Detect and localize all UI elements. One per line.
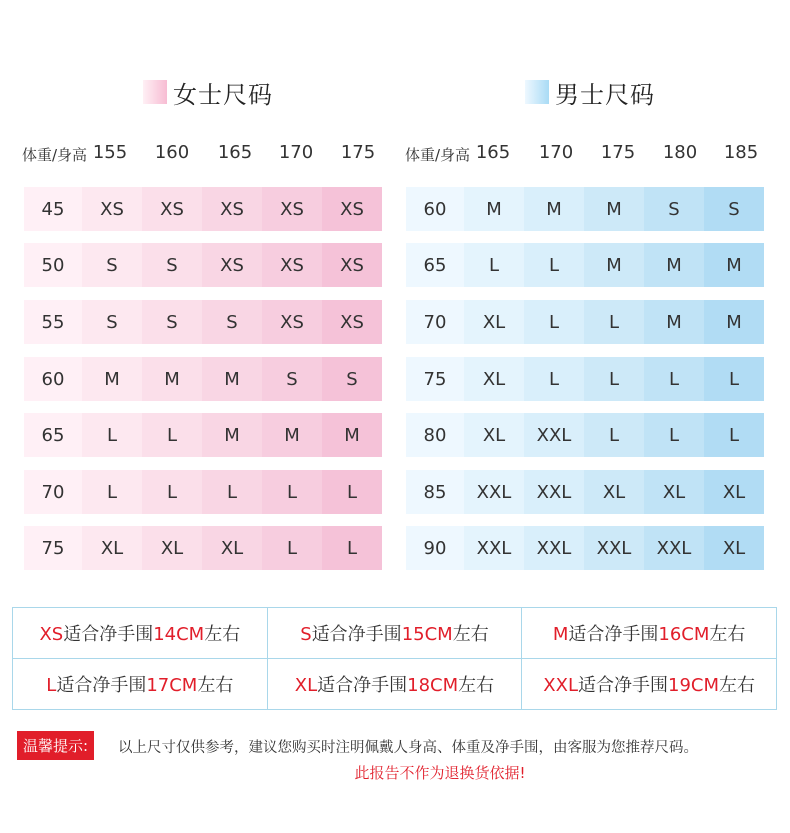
women-header-label: 体重/身高 [22, 146, 88, 164]
men-size-cell: L [704, 357, 764, 401]
fit-text-suffix: 左右 [719, 675, 756, 696]
men-size-cell: L [584, 413, 644, 457]
women-table-row [24, 243, 384, 287]
fit-guide-table [12, 607, 777, 710]
women-size-cell: XL [142, 526, 202, 570]
men-size-cell: M [584, 243, 644, 287]
men-size-cell: L [704, 413, 764, 457]
fit-text-suffix: 左右 [709, 624, 746, 645]
women-header-row [22, 142, 392, 166]
men-size-cell: M [704, 243, 764, 287]
men-size-cell: L [524, 357, 584, 401]
fit-guide-cell [267, 659, 522, 710]
men-weight-cell: 80 [406, 413, 464, 457]
men-weight-cell: 70 [406, 300, 464, 344]
fit-size: M [552, 624, 569, 645]
women-size-cell: S [262, 357, 322, 401]
fit-guide-cell [267, 608, 522, 659]
women-size-cell: M [262, 413, 322, 457]
men-size-cell: XXL [524, 413, 584, 457]
fit-text: 适合净手围 [56, 675, 147, 696]
fit-guide-cell [522, 659, 777, 710]
fit-size: XL [294, 675, 318, 696]
men-weight-cell: 85 [406, 470, 464, 514]
women-size-cell: XS [262, 187, 322, 231]
men-size-cell: L [584, 357, 644, 401]
women-size-cell: M [202, 357, 262, 401]
men-size-cell: M [464, 187, 524, 231]
men-height-180: 180 [662, 142, 698, 163]
blue-swatch-icon [525, 80, 549, 104]
fit-text: 适合净手围 [311, 624, 402, 645]
women-table-row [24, 470, 384, 514]
fit-guide-cell [13, 659, 268, 710]
men-weight-cell: 65 [406, 243, 464, 287]
men-table-row [406, 243, 766, 287]
women-size-cell: L [322, 526, 382, 570]
women-weight-cell: 55 [24, 300, 82, 344]
men-weight-cell: 90 [406, 526, 464, 570]
men-size-cell: XXL [584, 526, 644, 570]
women-size-cell: XS [322, 243, 382, 287]
fit-size: L [46, 675, 57, 696]
men-size-cell: XL [644, 470, 704, 514]
men-size-cell: XXL [644, 526, 704, 570]
pink-swatch-icon [143, 80, 167, 104]
men-size-cell: M [524, 187, 584, 231]
men-size-cell: XXL [524, 526, 584, 570]
women-size-cell: XS [202, 243, 262, 287]
men-table-row [406, 357, 766, 401]
women-size-cell: XS [202, 187, 262, 231]
women-size-cell: XS [262, 300, 322, 344]
men-size-cell: XL [704, 526, 764, 570]
women-size-cell: S [322, 357, 382, 401]
men-table-row [406, 413, 766, 457]
women-size-cell: L [142, 470, 202, 514]
men-table-row [406, 470, 766, 514]
women-table-row [24, 413, 384, 457]
men-height-170: 170 [538, 142, 574, 163]
fit-text: 适合净手围 [578, 675, 668, 696]
notice-text: 以上尺寸仅供参考，建议您购买时注明佩戴人身高、体重及净手围，由客服为您推荐尺码。 [118, 740, 698, 756]
men-size-title [525, 76, 655, 108]
women-size-cell: XS [82, 187, 142, 231]
fit-measure: 16CM [658, 624, 710, 645]
men-table-row [406, 526, 766, 570]
women-weight-cell: 50 [24, 243, 82, 287]
women-title-text: 女士尺码 [173, 80, 273, 109]
men-size-cell: XXL [464, 470, 524, 514]
women-size-cell: M [202, 413, 262, 457]
women-size-cell: L [82, 413, 142, 457]
women-size-cell: L [262, 470, 322, 514]
fit-text-suffix: 左右 [197, 675, 234, 696]
men-size-cell: XL [464, 413, 524, 457]
men-size-cell: M [584, 187, 644, 231]
men-table-row [406, 187, 766, 231]
women-weight-cell: 45 [24, 187, 82, 231]
fit-measure: 18CM [407, 675, 459, 696]
women-size-cell: XS [142, 187, 202, 231]
fit-text-suffix: 左右 [458, 675, 495, 696]
women-size-cell: L [142, 413, 202, 457]
men-size-cell: L [644, 357, 704, 401]
men-header-row [405, 142, 775, 166]
women-size-cell: XS [322, 187, 382, 231]
men-size-cell: XXL [464, 526, 524, 570]
men-title-text: 男士尺码 [555, 80, 655, 109]
women-size-title [143, 76, 273, 108]
women-size-cell: S [82, 300, 142, 344]
women-weight-cell: 60 [24, 357, 82, 401]
fit-text: 适合净手围 [63, 624, 154, 645]
men-size-cell: S [644, 187, 704, 231]
women-size-cell: S [142, 300, 202, 344]
women-size-cell: S [82, 243, 142, 287]
notice-block [17, 731, 698, 760]
men-table-row [406, 300, 766, 344]
women-size-cell: XL [82, 526, 142, 570]
men-header-label: 体重/身高 [405, 146, 471, 164]
fit-measure: 15CM [401, 624, 453, 645]
women-size-cell: XS [322, 300, 382, 344]
women-size-cell: M [82, 357, 142, 401]
women-height-175: 175 [340, 142, 376, 163]
women-table-row [24, 526, 384, 570]
fit-guide-cell [13, 608, 268, 659]
men-size-cell: L [524, 300, 584, 344]
men-size-cell: L [524, 243, 584, 287]
men-size-cell: XXL [524, 470, 584, 514]
women-size-cell: S [202, 300, 262, 344]
men-size-cell: L [464, 243, 524, 287]
warning-text: 此报告不作为退换货依据! [354, 764, 526, 782]
fit-measure: 17CM [146, 675, 198, 696]
women-table-row [24, 357, 384, 401]
men-size-cell: L [644, 413, 704, 457]
women-size-cell: XS [262, 243, 322, 287]
women-height-160: 160 [154, 142, 190, 163]
women-table-row [24, 300, 384, 344]
men-height-175: 175 [600, 142, 636, 163]
women-size-cell: L [322, 470, 382, 514]
women-size-cell: M [322, 413, 382, 457]
fit-size: XS [39, 624, 64, 645]
men-height-165: 165 [475, 142, 511, 163]
men-size-cell: XL [584, 470, 644, 514]
women-height-155: 155 [92, 142, 128, 163]
men-size-cell: XL [464, 300, 524, 344]
men-size-cell: M [704, 300, 764, 344]
women-size-cell: S [142, 243, 202, 287]
women-height-170: 170 [278, 142, 314, 163]
fit-guide-cell [522, 608, 777, 659]
fit-size: S [300, 624, 312, 645]
men-weight-cell: 75 [406, 357, 464, 401]
women-size-cell: XL [202, 526, 262, 570]
men-size-cell: M [644, 243, 704, 287]
men-weight-cell: 60 [406, 187, 464, 231]
women-size-cell: L [262, 526, 322, 570]
women-weight-cell: 65 [24, 413, 82, 457]
warning-line [0, 762, 790, 783]
women-height-165: 165 [217, 142, 253, 163]
men-size-cell: XL [464, 357, 524, 401]
women-weight-cell: 75 [24, 526, 82, 570]
men-size-cell: M [644, 300, 704, 344]
fit-text: 适合净手围 [317, 675, 408, 696]
men-size-cell: XL [704, 470, 764, 514]
men-size-cell: L [584, 300, 644, 344]
fit-text-suffix: 左右 [204, 624, 241, 645]
fit-measure: 14CM [153, 624, 205, 645]
women-table-row [24, 187, 384, 231]
fit-size: XXL [543, 675, 578, 696]
men-size-cell: S [704, 187, 764, 231]
women-size-cell: L [202, 470, 262, 514]
fit-text-suffix: 左右 [452, 624, 489, 645]
women-weight-cell: 70 [24, 470, 82, 514]
notice-tag: 温馨提示: [17, 731, 94, 760]
women-size-cell: M [142, 357, 202, 401]
men-height-185: 185 [723, 142, 759, 163]
women-size-cell: L [82, 470, 142, 514]
fit-measure: 19CM [668, 675, 720, 696]
fit-text: 适合净手围 [568, 624, 659, 645]
